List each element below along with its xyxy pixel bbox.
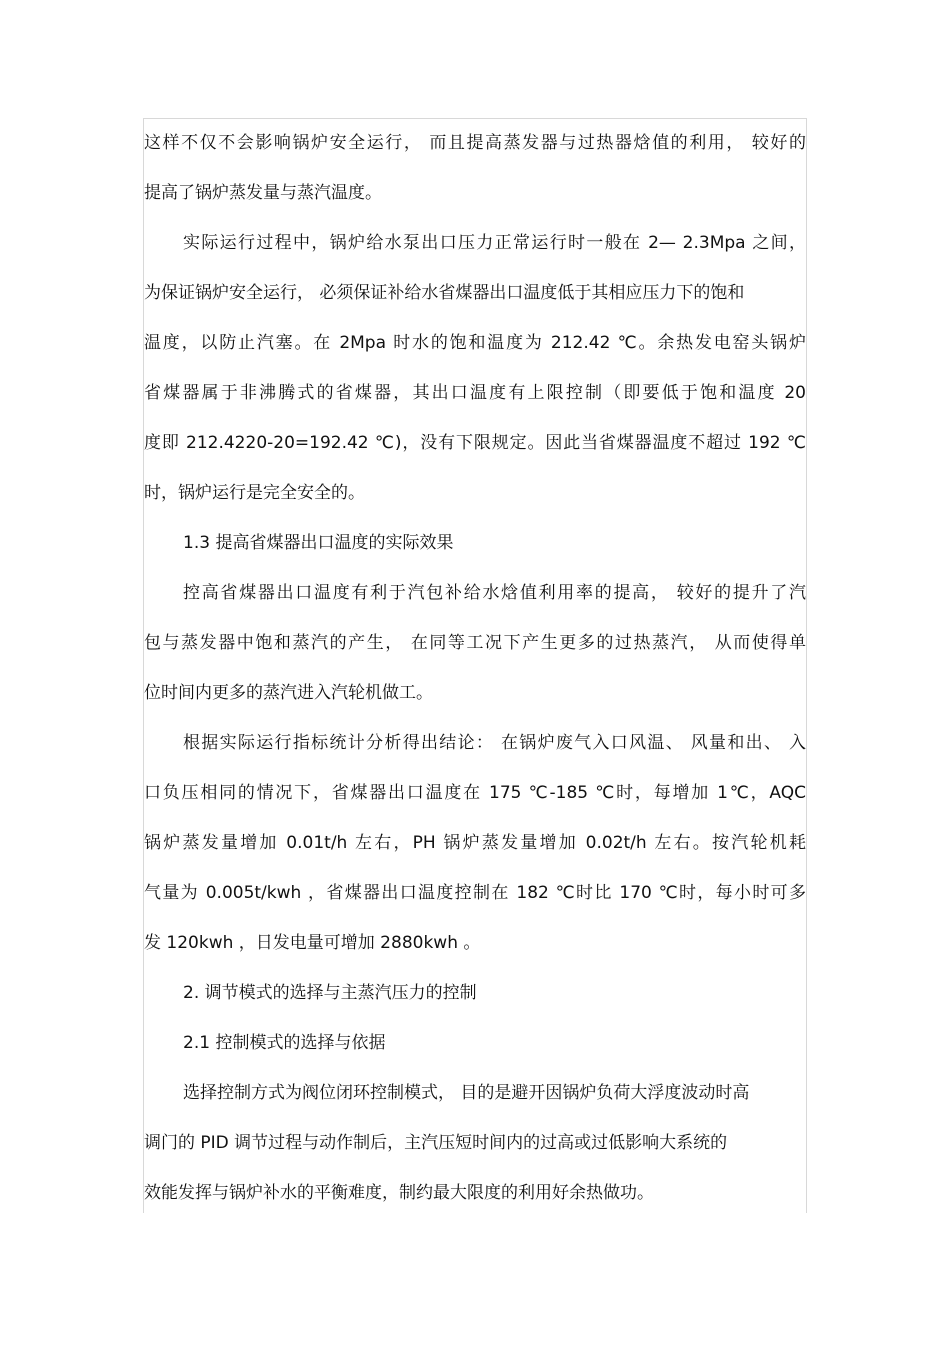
section-heading: 2. 调节模式的选择与主蒸汽压力的控制 — [183, 983, 477, 1003]
paragraph-line: 提高了锅炉蒸发量与蒸汽温度。 — [144, 183, 382, 203]
paragraph-line: 位时间内更多的蒸汽进入汽轮机做工。 — [144, 683, 433, 703]
subsection-heading: 2.1 控制模式的选择与依据 — [183, 1033, 386, 1053]
paragraph-line: 选择控制方式为阀位闭环控制模式， 目的是避开因锅炉负荷大浮度波动时高 — [183, 1083, 750, 1103]
paragraph-line: 效能发挥与锅炉补水的平衡难度，制约最大限度的利用好余热做功。 — [144, 1183, 654, 1203]
paragraph-line: 实际运行过程中，锅炉给水泵出口压力正常运行时一般在 2— 2.3Mpa 之间， — [183, 233, 806, 253]
section-heading: 1.3 提高省煤器出口温度的实际效果 — [183, 533, 454, 553]
paragraph-line: 口负压相同的情况下，省煤器出口温度在 175 ℃-185 ℃时，每增加 1℃，AQC — [144, 783, 806, 803]
paragraph-line: 根据实际运行指标统计分析得出结论： 在锅炉废气入口风温、 风量和出、 入 — [183, 733, 806, 753]
paragraph-line: 调门的 PID 调节过程与动作制后，主汽压短时间内的过高或过低影响大系统的 — [144, 1133, 728, 1153]
paragraph-line: 这样不仅不会影响锅炉安全运行， 而且提高蒸发器与过热器焓值的利用， 较好的 — [144, 133, 806, 153]
paragraph-line: 时，锅炉运行是完全安全的。 — [144, 483, 365, 503]
paragraph-line: 为保证锅炉安全运行， 必须保证补给水省煤器出口温度低于其相应压力下的饱和 — [144, 283, 745, 303]
paragraph-line: 包与蒸发器中饱和蒸汽的产生， 在同等工况下产生更多的过热蒸汽， 从而使得单 — [144, 633, 806, 653]
paragraph-line: 度即 212.4220-20=192.42 ℃)，没有下限规定。因此当省煤器温度不超过 192 ℃ — [144, 433, 806, 453]
paragraph-line: 锅炉蒸发量增加 0.01t/h 左右，PH 锅炉蒸发量增加 0.02t/h 左右。按汽轮机耗 — [144, 833, 806, 853]
paragraph-line: 省煤器属于非沸腾式的省煤器，其出口温度有上限控制（即要低于饱和温度 20 — [144, 383, 806, 403]
paragraph-line: 气量为 0.005t/kwh ，省煤器出口温度控制在 182 ℃时比 170 ℃时，每小时可多 — [144, 883, 806, 903]
paragraph-line: 温度，以防止汽塞。在 2Mpa 时水的饱和温度为 212.42 ℃。余热发电窑头锅炉 — [144, 333, 806, 353]
paragraph-line: 发 120kwh ，日发电量可增加 2880kwh 。 — [144, 933, 481, 953]
paragraph-line: 控高省煤器出口温度有利于汽包补给水焓值利用率的提高， 较好的提升了汽 — [183, 583, 806, 603]
